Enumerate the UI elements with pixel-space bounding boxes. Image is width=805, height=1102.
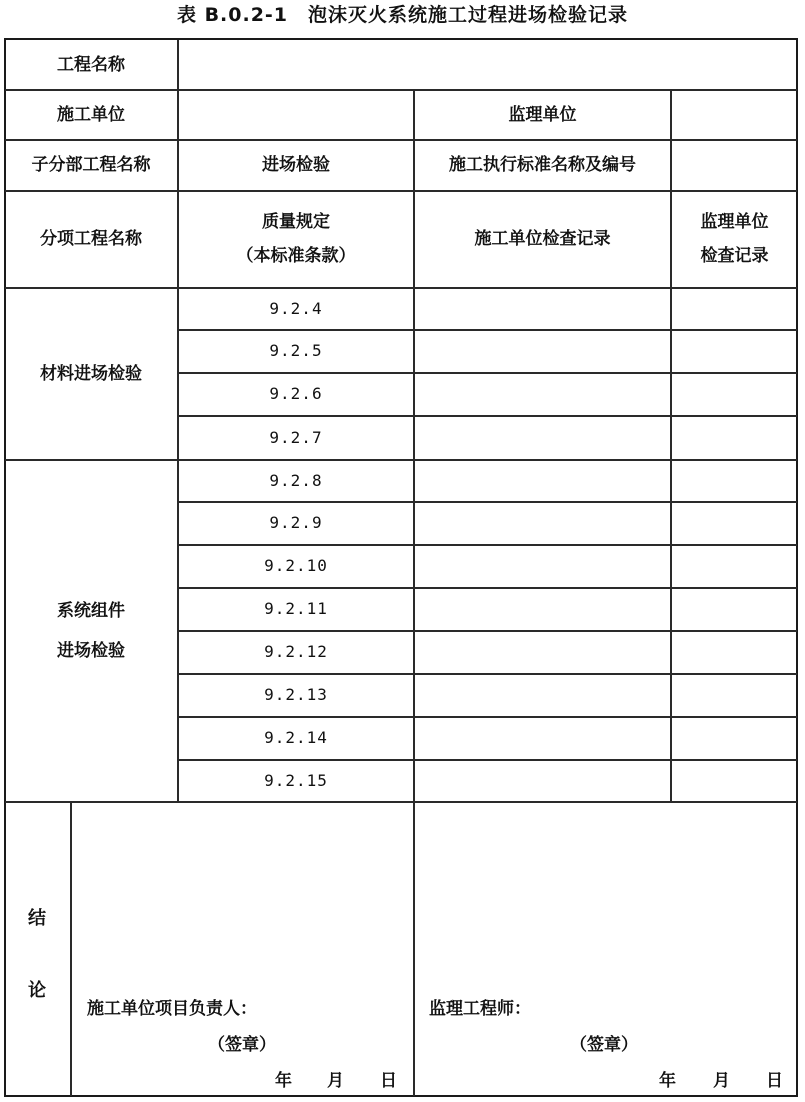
- quality-spec-header: [179, 191, 413, 287]
- clause-cell: 9.2.14: [264, 728, 328, 747]
- clause-cell: 9.2.4: [269, 298, 323, 318]
- supervision-record-line2: 检查记录: [700, 246, 769, 266]
- left-month-label: 月: [327, 1071, 344, 1091]
- left-signer-label: 施工单位项目负责人：: [87, 999, 257, 1019]
- supervision-record-line1: 监理单位: [700, 212, 769, 232]
- clause-cell: 9.2.10: [264, 556, 328, 575]
- quality-spec-line1: 质量规定: [262, 212, 330, 232]
- clause-cell: 9.2.7: [269, 427, 323, 447]
- clause-cell: 9.2.8: [269, 470, 323, 490]
- standard-label: 施工执行标准名称及编号: [449, 155, 636, 175]
- sub-project-label: 子分部工程名称: [31, 155, 151, 175]
- construction-unit-label: 施工单位: [57, 104, 125, 125]
- supervision-record-header: [672, 191, 797, 287]
- right-signer-label: 监理工程师：: [429, 999, 531, 1019]
- quality-spec-line2: （本标准条款）: [236, 246, 356, 266]
- supervision-unit-value[interactable]: [672, 90, 797, 139]
- right-month-label: 月: [713, 1071, 730, 1091]
- clause-cell: 9.2.6: [269, 384, 323, 403]
- left-day-label: 日: [380, 1071, 397, 1091]
- group-label-material: 材料进场检验: [40, 363, 142, 384]
- right-seal-label: （签章）: [570, 1035, 638, 1055]
- clause-cell: 9.2.12: [264, 642, 328, 661]
- project-name-label: 工程名称: [57, 54, 125, 75]
- clause-cell: 9.2.15: [264, 770, 328, 790]
- group-label-components: [5, 460, 177, 801]
- construction-unit-value[interactable]: [179, 90, 413, 139]
- clause-cell: 9.2.5: [269, 341, 323, 360]
- clause-cell: 9.2.9: [269, 513, 323, 532]
- supervision-unit-label: 监理单位: [508, 104, 577, 125]
- row-divider: [5, 801, 797, 803]
- left-seal-label: （签章）: [208, 1035, 276, 1055]
- group-label-line1: 系统组件: [57, 600, 125, 621]
- clause-cell: 9.2.13: [264, 685, 328, 704]
- right-day-label: 日: [766, 1071, 783, 1091]
- right-year-label: 年: [659, 1071, 676, 1091]
- group-label-line2: 进场检验: [57, 640, 125, 661]
- column-divider: [70, 801, 72, 1096]
- standard-value[interactable]: [672, 140, 797, 190]
- conclusion-label-char2: 论: [28, 980, 46, 1001]
- construction-record-header: 施工单位检查记录: [474, 229, 611, 249]
- document-title: 表 B.0.2-1 泡沫灭火系统施工过程进场检验记录: [176, 4, 629, 26]
- clause-cell: 9.2.11: [264, 599, 328, 618]
- sub-project-value: 进场检验: [262, 155, 330, 175]
- project-name-value[interactable]: [179, 40, 797, 89]
- conclusion-label-char1: 结: [28, 908, 46, 929]
- item-project-label: 分项工程名称: [40, 229, 142, 249]
- left-year-label: 年: [275, 1071, 292, 1091]
